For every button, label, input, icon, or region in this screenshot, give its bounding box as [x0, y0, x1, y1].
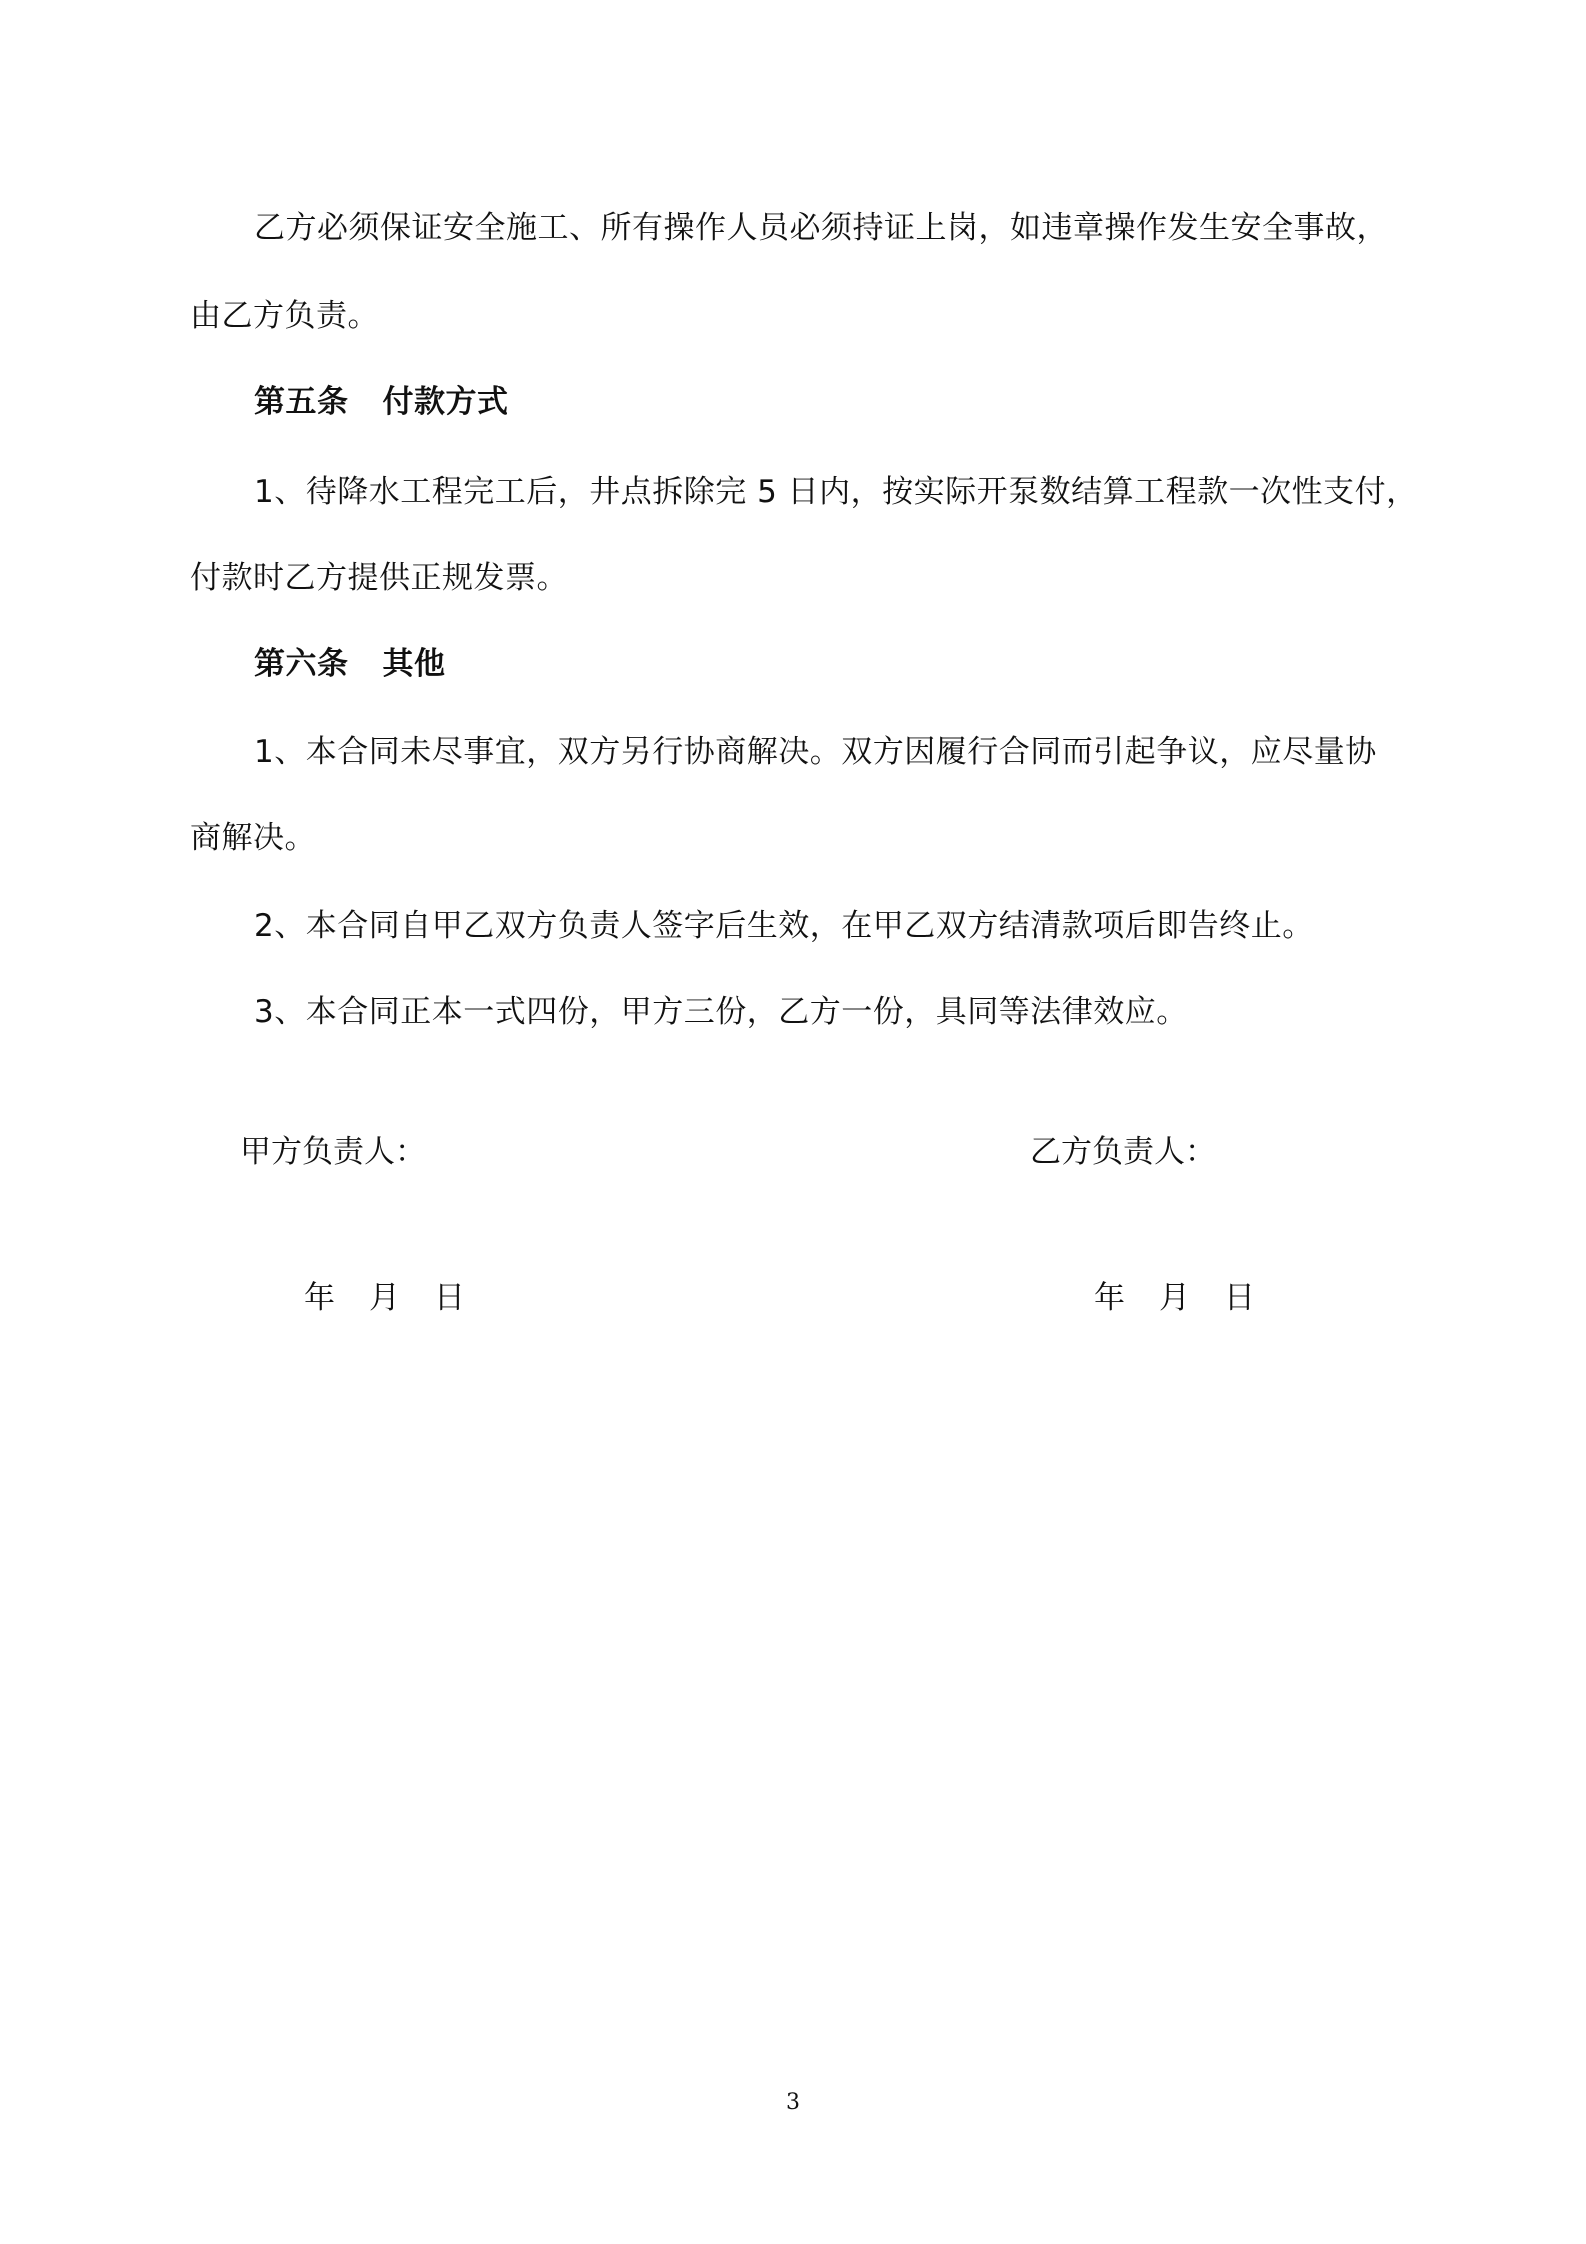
article-6-item-1-line-1: 1、本合同未尽事宜，双方另行协商解决。双方因履行合同而引起争议，应尽量协 [254, 734, 1377, 770]
para-safety-line-2: 由乙方负责。 [190, 298, 379, 334]
article-6-item-1-line-2: 商解决。 [190, 820, 316, 856]
article-6-heading [254, 644, 446, 684]
party-a-date-year: 年 [304, 1280, 335, 1316]
party-a-date [304, 1278, 465, 1318]
party-b-date-day: 日 [1224, 1280, 1255, 1316]
page-number: 3 [786, 2090, 800, 2115]
article-6-title: 其他 [382, 646, 446, 682]
article-5-item-1-line-2: 付款时乙方提供正规发票。 [190, 560, 568, 596]
article-5-number: 第五条 [254, 384, 349, 420]
party-b-date-year: 年 [1094, 1280, 1125, 1316]
article-6-item-3: 3、本合同正本一式四份，甲方三份，乙方一份，具同等法律效应。 [254, 994, 1188, 1030]
party-b-signature-label: 乙方负责人： [1030, 1134, 1216, 1170]
article-6-number: 第六条 [254, 646, 349, 682]
party-b-date-month: 月 [1159, 1280, 1190, 1316]
party-b-date [1094, 1278, 1255, 1318]
party-a-signature-label: 甲方负责人： [240, 1134, 426, 1170]
article-5-item-1-line-1: 1、待降水工程完工后，井点拆除完 5 日内，按实际开泵数结算工程款一次性支付， [254, 474, 1418, 510]
party-a-date-day: 日 [434, 1280, 465, 1316]
article-5-heading [254, 382, 509, 422]
para-safety-line-1: 乙方必须保证安全施工、所有操作人员必须持证上岗，如违章操作发生安全事故， [254, 210, 1388, 246]
article-5-title: 付款方式 [382, 384, 509, 420]
party-a-date-month: 月 [369, 1280, 400, 1316]
article-6-item-2: 2、本合同自甲乙双方负责人签字后生效，在甲乙双方结清款项后即告终止。 [254, 908, 1314, 944]
